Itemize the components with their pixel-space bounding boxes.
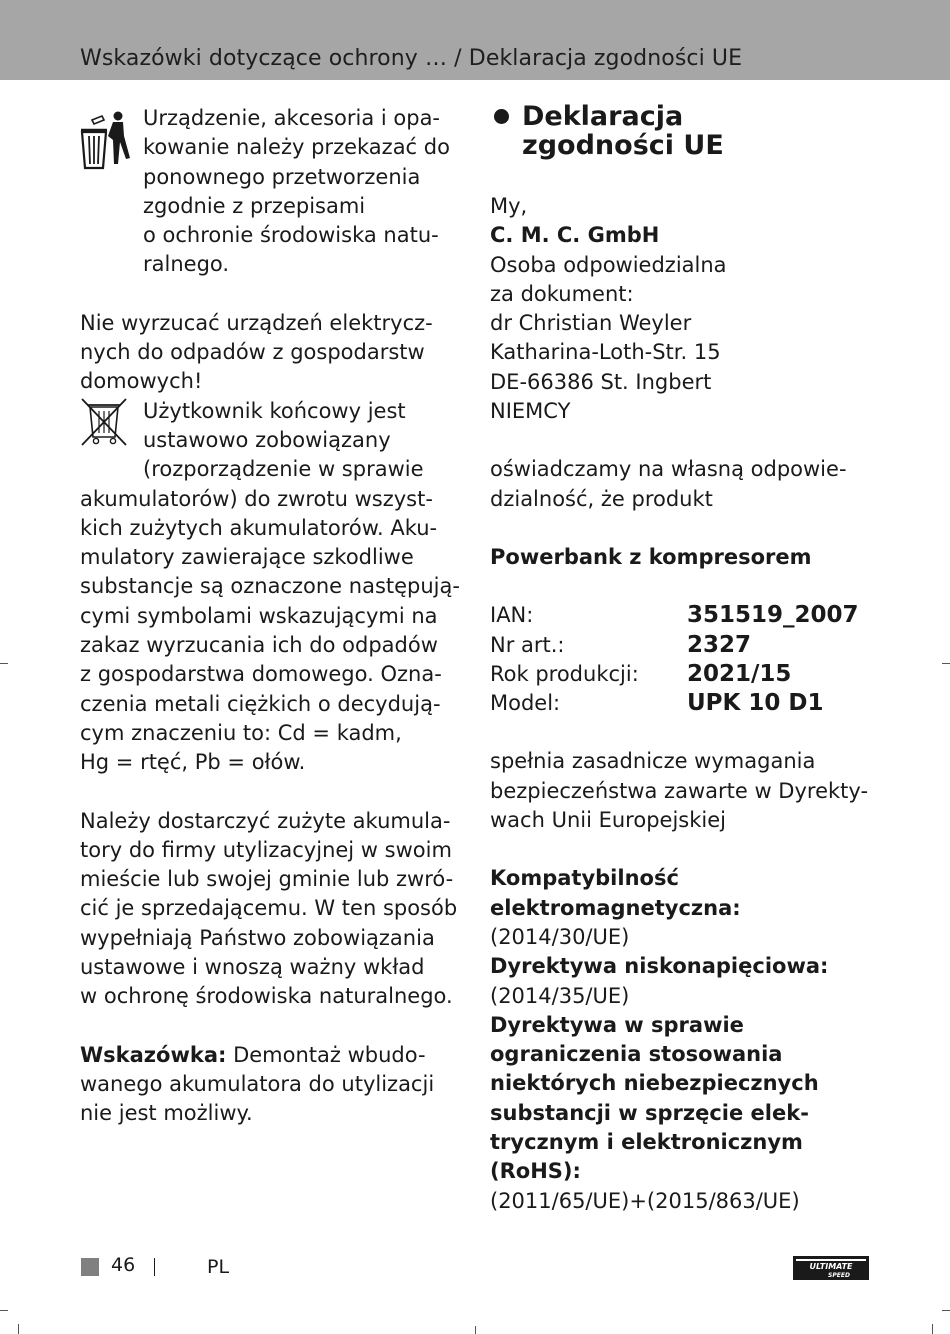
right-column	[490, 102, 880, 1216]
crop-mark	[0, 663, 8, 664]
recycle-block	[80, 104, 470, 280]
spec-value: 351519_2007	[687, 602, 859, 629]
text-line: dzialność, że produkt	[490, 486, 713, 511]
text-line: wach Unii Europejskiej	[490, 808, 726, 833]
text-line: ralnego.	[143, 252, 230, 277]
text-line: ustawowo zobowiązany	[143, 427, 391, 452]
spec-label: Rok produkcji:	[490, 661, 639, 686]
spec-value: 2327	[687, 631, 752, 658]
text-line: z gospodarstwa domowego. Ozna-	[80, 662, 442, 687]
spec-label: Nr art.:	[490, 632, 565, 657]
header-title: Wskazówki dotyczące ochrony … / Deklaracja zgodności UE	[80, 46, 743, 71]
footer-square	[81, 1258, 99, 1276]
delivery-paragraph	[80, 807, 470, 1012]
crop-mark	[18, 1324, 19, 1334]
address-line: DE-66386 St. Ingbert	[490, 369, 712, 394]
address-line: dr Christian Weyler	[490, 311, 692, 336]
product-name: Powerbank z kompresorem	[490, 544, 812, 569]
spec-value: 2021/15	[687, 660, 792, 687]
spec-label: IAN:	[490, 603, 534, 628]
text-line: kowanie należy przekazać do	[143, 135, 450, 160]
directive-value: (2014/35/UE)	[490, 983, 630, 1008]
text-line: (rozporządzenie w sprawie	[143, 457, 424, 482]
logo-text-bottom: SPEED	[828, 1272, 850, 1279]
text-line: akumulatorów) do zwrotu wszyst-	[80, 486, 433, 511]
text-line: Nie wyrzucać urządzeń elektrycz-	[80, 310, 433, 335]
text-line: wypełniają Państwo zobowiązania	[80, 925, 435, 950]
spec-row-year	[490, 660, 880, 689]
spec-value: UPK 10 D1	[687, 690, 824, 717]
logo-text-top: ULTIMATE	[809, 1262, 853, 1271]
text-line: cymi symbolami wskazującymi na	[80, 603, 438, 628]
text-line: ustawowe i wnoszą ważny wkład	[80, 955, 425, 980]
company-name: C. M. C. GmbH	[490, 223, 660, 248]
recycle-text	[143, 104, 470, 280]
text-line: tory do firmy utylizacyjnej w swoim	[80, 837, 452, 862]
spec-label: Model:	[490, 691, 561, 716]
note-text: Demontaż wbudo-	[226, 1042, 426, 1067]
directive-label: (RoHS):	[490, 1159, 581, 1184]
spec-row-art	[490, 631, 880, 660]
text-line: spełnia zasadnicze wymagania	[490, 749, 816, 774]
note-first-line	[80, 1041, 470, 1070]
directive-label: Kompatybilność	[490, 866, 679, 891]
directive-value: (2014/30/UE)	[490, 924, 630, 949]
recycle-bin-icon	[80, 106, 132, 170]
address-line: Katharina-Loth-Str. 15	[490, 340, 721, 365]
text-line: mulatory zawierające szkodliwe	[80, 545, 414, 570]
text-line: ponownego przetworzenia	[143, 164, 421, 189]
text-line: Hg = rtęć, Pb = ołów.	[80, 750, 306, 775]
title-line: Deklaracja	[522, 101, 684, 132]
spec-row-ian	[490, 601, 880, 630]
crossed-out-bin-icon	[80, 397, 130, 447]
crop-mark	[475, 1326, 476, 1334]
we-line: My,	[490, 194, 528, 218]
directive-label: trycznym i elektronicznym	[490, 1130, 803, 1155]
text-line: bezpieczeństwa zawarte w Dyrekty-	[490, 778, 869, 803]
brand-logo	[793, 1256, 869, 1280]
note-paragraph	[80, 1041, 470, 1129]
directive-value: (2011/65/UE)+(2015/863/UE)	[490, 1188, 800, 1213]
text-line: substancje są oznaczone następują-	[80, 574, 460, 599]
text-line: Urządzenie, akcesoria i opa-	[143, 106, 441, 130]
text-line: kich zużytych akumulatorów. Aku-	[80, 515, 438, 540]
text-line: nych do odpadów z gospodarstw	[80, 340, 425, 365]
bullet-icon	[494, 109, 509, 124]
text-line: w ochronę środowiska naturalnego.	[80, 984, 453, 1009]
text-line: oświadczamy na własną odpowie-	[490, 457, 847, 482]
page-header	[0, 0, 950, 80]
text-line: nie jest możliwy.	[80, 1101, 253, 1126]
directive-label: Dyrektywa niskonapięciowa:	[490, 954, 829, 979]
text-line: czenia metali ciężkich o decydują-	[80, 691, 441, 716]
address-line: za dokument:	[490, 281, 634, 306]
left-column	[80, 104, 470, 1129]
footer-divider	[154, 1258, 155, 1276]
directive-label: elektromagnetyczna:	[490, 895, 741, 920]
address-line: Osoba odpowiedzialna	[490, 252, 727, 277]
directive-label: ograniczenia stosowania	[490, 1042, 783, 1067]
text-line: zgodnie z przepisami	[143, 193, 366, 218]
text-line: o ochronie środowiska natu-	[143, 223, 439, 248]
address-line: NIEMCY	[490, 399, 571, 424]
crop-mark	[932, 1324, 933, 1334]
crop-mark	[942, 1310, 950, 1311]
text-line: zakaz wyrzucania ich do odpadów	[80, 633, 438, 658]
spec-row-model	[490, 689, 880, 718]
note-label: Wskazówka:	[80, 1042, 227, 1067]
text-line: domowych!	[80, 369, 203, 394]
language-code: PL	[207, 1256, 230, 1278]
warning-paragraph	[80, 309, 470, 397]
page-number: 46	[111, 1254, 136, 1276]
text-line: cić je sprzedającemu. W ten sposób	[80, 896, 458, 921]
text-line: Należy dostarczyć zużyte akumula-	[80, 808, 451, 833]
crop-mark	[0, 1310, 8, 1311]
directive-label: niektórych niebezpiecznych	[490, 1071, 819, 1096]
text-line: cym znaczeniu to: Cd = kadm,	[80, 720, 402, 745]
battery-paragraph	[80, 397, 470, 778]
directive-label: Dyrektywa w sprawie	[490, 1012, 744, 1037]
text-line: Użytkownik końcowy jest	[143, 398, 406, 423]
text-line: mieście lub swojej gminie lub zwró-	[80, 867, 454, 892]
text-line: wanego akumulatora do utylizacji	[80, 1071, 435, 1096]
directive-label: substancji w sprzęcie elek-	[490, 1100, 809, 1125]
crop-mark	[942, 663, 950, 664]
section-title	[490, 102, 880, 160]
title-line: zgodności UE	[522, 130, 724, 161]
